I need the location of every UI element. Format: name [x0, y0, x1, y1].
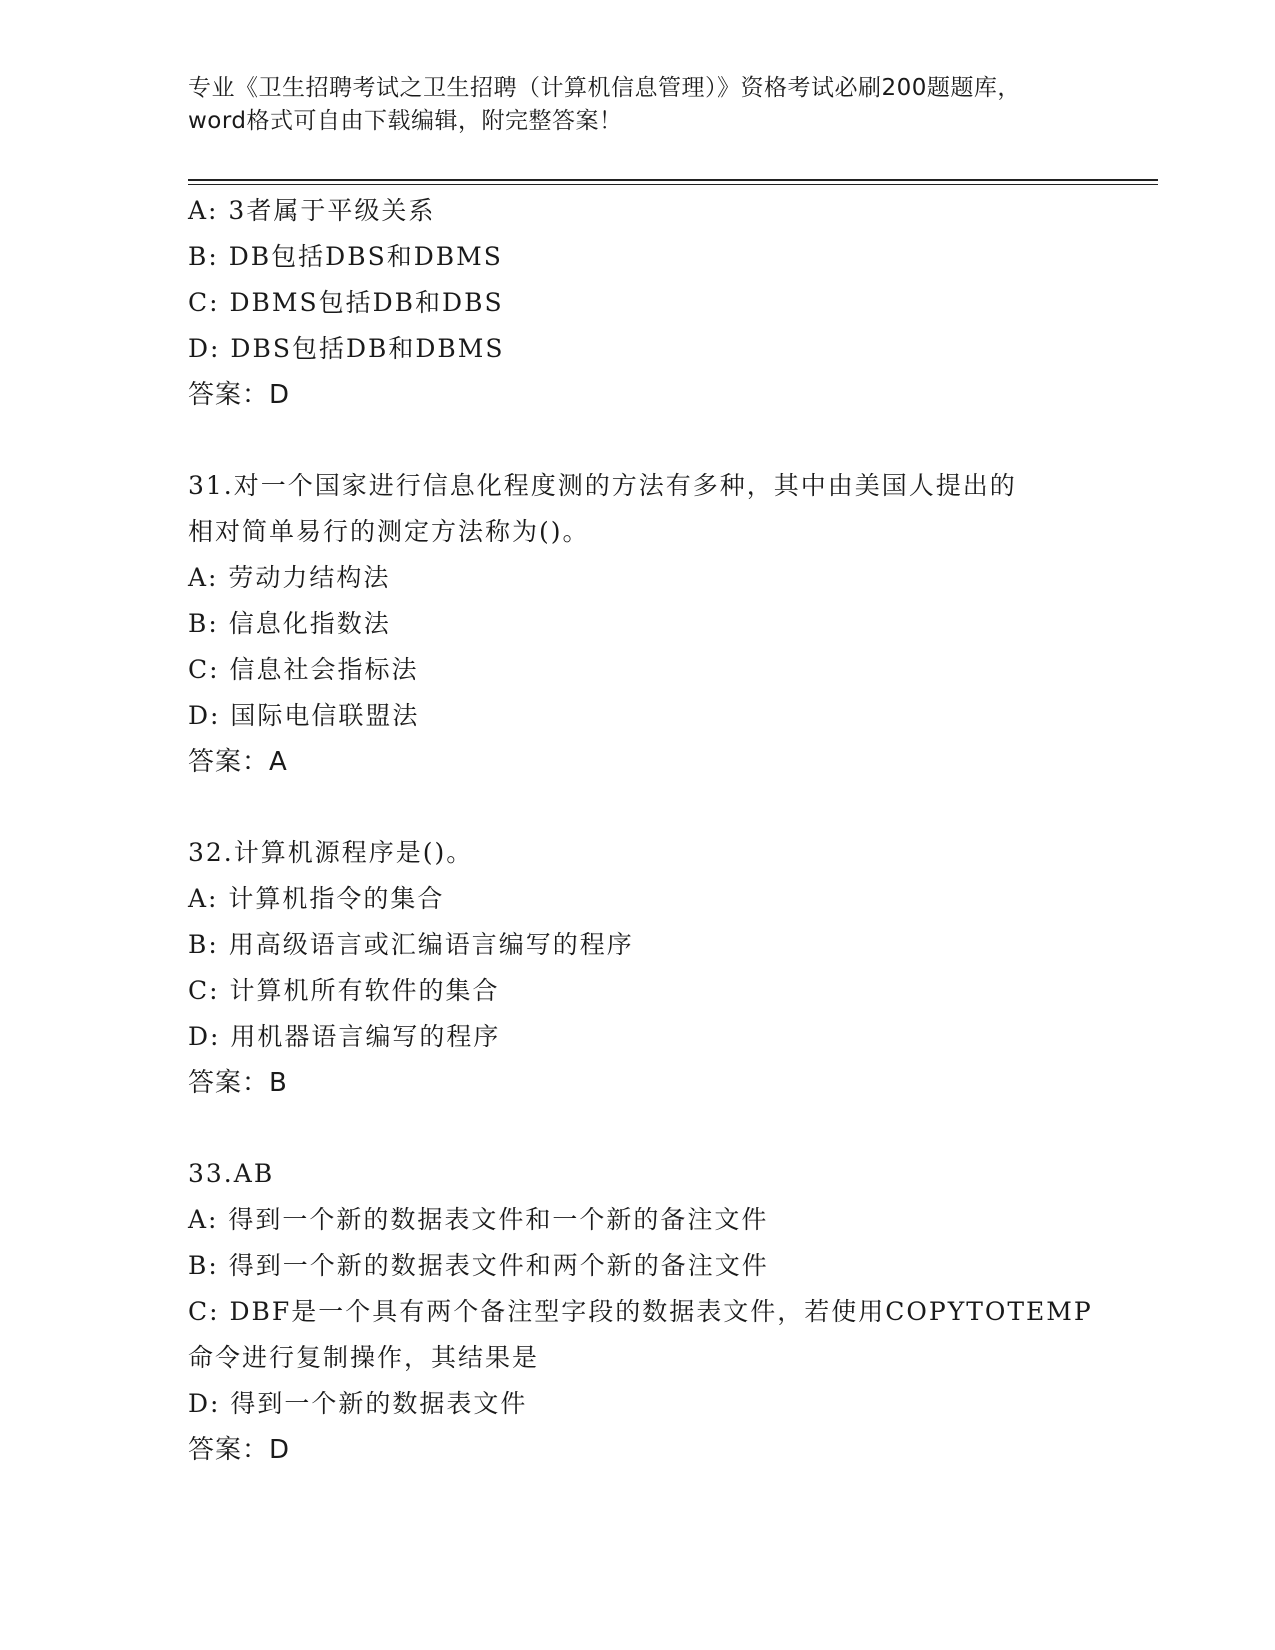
document-header: [188, 72, 1088, 138]
header-divider-bottom: [188, 184, 1158, 185]
option-d: D: 得到一个新的数据表文件: [188, 1389, 528, 1418]
answer-line: 答案：B: [188, 1068, 288, 1098]
option-c: C: DBMS包括DB和DBS: [188, 288, 504, 317]
header-divider-top: [188, 179, 1158, 181]
question-list: [188, 188, 1148, 1473]
header-line-2: word格式可自由下载编辑，附完整答案！: [188, 108, 623, 134]
option-c: C: 信息社会指标法: [188, 655, 419, 684]
question-text: 32.计算机源程序是()。: [188, 838, 474, 867]
option-b: B: 得到一个新的数据表文件和两个新的备注文件: [188, 1251, 769, 1280]
option-c-continued: 命令进行复制操作，其结果是: [188, 1343, 540, 1372]
option-c: C: DBF是一个具有两个备注型字段的数据表文件，若使用COPYTOTEMP: [188, 1297, 1093, 1326]
option-a: A: 计算机指令的集合: [188, 884, 445, 913]
block-spacer: [188, 785, 1148, 830]
question-text: 相对简单易行的测定方法称为()。: [188, 517, 590, 546]
option-d: D: DBS包括DB和DBMS: [188, 334, 505, 363]
question-block: [188, 1151, 1148, 1473]
question-block: [188, 463, 1148, 785]
option-c: C: 计算机所有软件的集合: [188, 976, 500, 1005]
block-spacer: [188, 418, 1148, 463]
option-b: B: DB包括DBS和DBMS: [188, 242, 503, 271]
option-d: D: 国际电信联盟法: [188, 701, 420, 730]
block-spacer: [188, 1106, 1148, 1151]
answer-line: 答案：D: [188, 1435, 291, 1465]
option-b: B: 用高级语言或汇编语言编写的程序: [188, 930, 634, 959]
option-a: A: 劳动力结构法: [188, 563, 391, 592]
question-block: [188, 830, 1148, 1106]
option-b: B: 信息化指数法: [188, 609, 391, 638]
answer-line: 答案：D: [188, 380, 291, 410]
option-a: A: 3者属于平级关系: [188, 196, 436, 225]
question-block: [188, 188, 1148, 418]
header-line-1: 专业《卫生招聘考试之卫生招聘（计算机信息管理）》资格考试必刷200题题库，: [188, 75, 1021, 101]
option-a: A: 得到一个新的数据表文件和一个新的备注文件: [188, 1205, 769, 1234]
answer-line: 答案：A: [188, 747, 288, 777]
question-text: 31.对一个国家进行信息化程度测的方法有多种，其中由美国人提出的: [188, 471, 1017, 500]
question-text: 33.AB: [188, 1159, 275, 1188]
option-d: D: 用机器语言编写的程序: [188, 1022, 501, 1051]
